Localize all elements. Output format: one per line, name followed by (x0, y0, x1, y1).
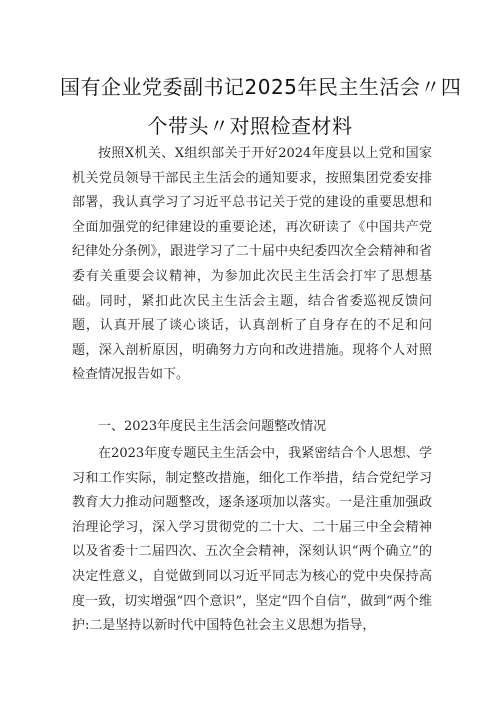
document-title-line-1: 国有企业党委副书记2025年民主生活会〃四 (60, 75, 462, 99)
document-title-line-2: 个带头〃对照检查材料 (147, 114, 353, 138)
body-paragraph-1: 按照X机关、X组织部关于开好2024年度县以上党和国家机关党员领导干部民主生活会的通知要求，按照集团党委安排部署，我认真学习了习近平总书记关于党的建设的重要思想和全面加强党的纪律建设的重要论述，再次研读了《中国共产党纪律处分条例》，跟进学习了二十届中央纪委四次全会精神和省委有关重要会议精神，为参加此次民主生活会打牢了思想基础。同时，紧扣此次民主生活会主题，结合省委巡视反馈问题，认真开展了谈心谈话，认真剖析了自身存在的不足和问题，深入剖析原因，明确努力方向和改进措施。现将个人对照检查情况报告如下。 (72, 146, 432, 383)
section-heading-1: 一、2023年度民主生活会问题整改情况 (98, 419, 327, 434)
body-paragraph-2: 在2023年度专题民主生活会中，我紧密结合个人思想、学习和工作实际，制定整改措施，细化工作举措，结合党纪学习教育大力推动问题整改，逐条逐项加以落实。一是注重加强政治理论学习，深入学习贯彻党的二十大、二十届三中全会精神以及省委十二届四次、五次全会精神，深刻认识“两个确立”的决定性意义，自觉做到同以习近平同志为核心的党中央保持高度一致，切实增强“四个意识”，坚定“四个自信”，做到“两个维护:二是坚持以新时代中国特色社会主义思想为指导， (72, 446, 432, 634)
